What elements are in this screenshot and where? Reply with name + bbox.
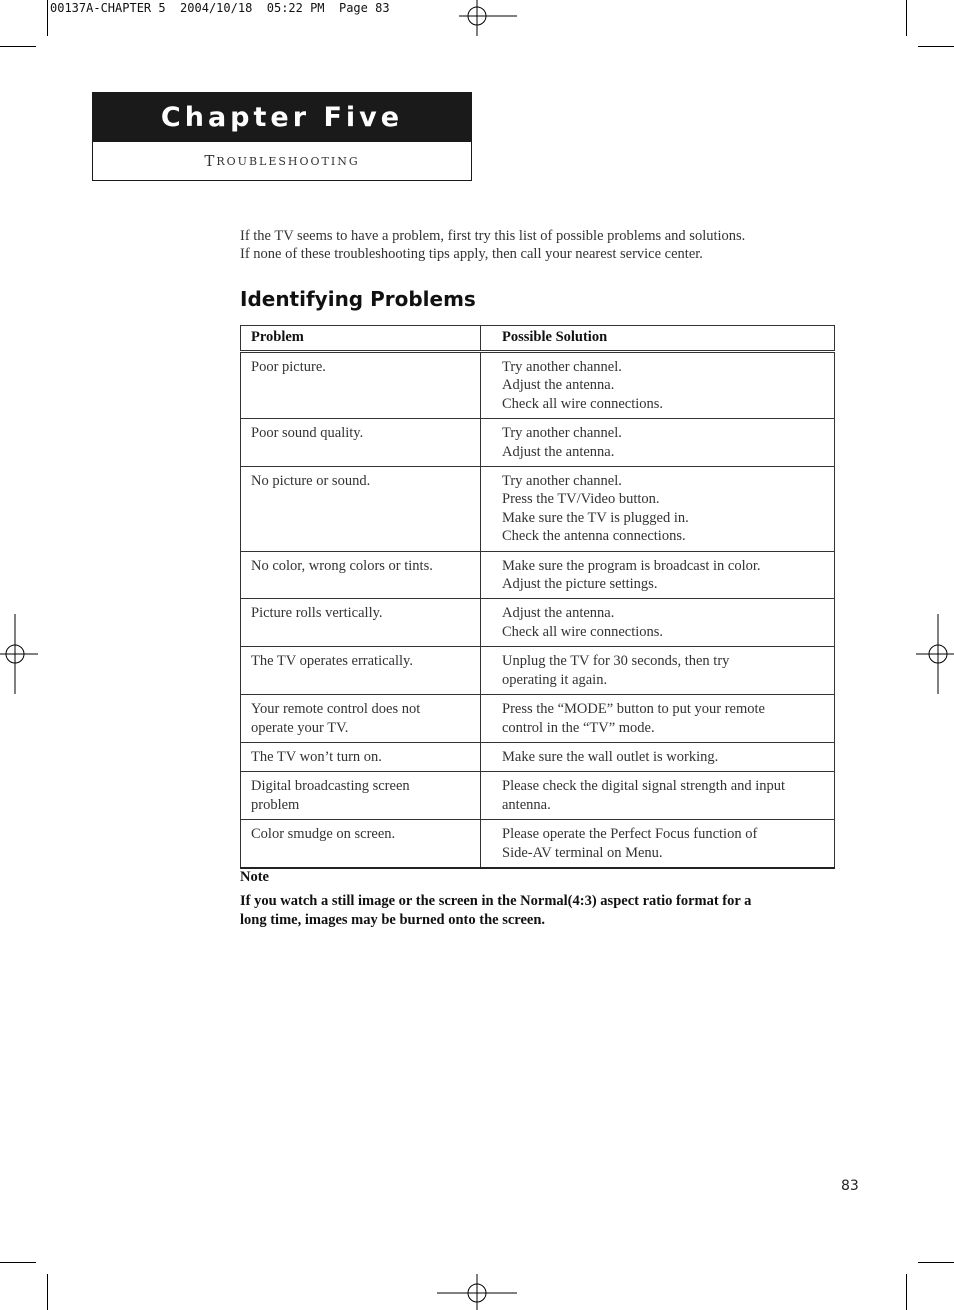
chapter-heading-box — [92, 92, 472, 181]
solution-text: Check all wire connections. — [502, 395, 664, 412]
solution-text: Press the TV/Video button. — [502, 491, 660, 508]
table-row — [241, 599, 835, 647]
problem-cell — [241, 742, 481, 771]
solution-cell — [481, 772, 835, 820]
problem-cell — [241, 419, 481, 467]
table-row — [241, 820, 835, 868]
registration-mark-right — [916, 614, 954, 694]
table-row — [241, 419, 835, 467]
problem-text: Color smudge on screen. — [251, 826, 396, 843]
solution-cell — [481, 695, 835, 743]
solution-text: Please check the digital signal strength and input — [502, 778, 786, 795]
problem-cell — [241, 772, 481, 820]
solution-cell — [481, 647, 835, 695]
problem-text: The TV operates erratically. — [251, 653, 413, 670]
problem-cell — [241, 467, 481, 552]
registration-mark-top — [459, 0, 517, 36]
solution-cell — [481, 742, 835, 771]
print-header: 00137A-CHAPTER 5 2004/10/18 05:22 PM Page 83 — [50, 1, 390, 15]
solution-cell — [481, 551, 835, 599]
solution-text: Make sure the program is broadcast in color. — [502, 557, 761, 574]
solution-text: Try another channel. — [502, 359, 622, 375]
solution-cell — [481, 467, 835, 552]
column-header-problem: Problem — [241, 326, 481, 352]
problem-text: Your remote control does not — [251, 701, 421, 718]
problem-text: problem — [251, 796, 300, 813]
problem-cell — [241, 352, 481, 419]
problem-cell — [241, 695, 481, 743]
section-title: Identifying Problems — [240, 287, 476, 311]
table-row — [241, 695, 835, 743]
problem-cell — [241, 820, 481, 868]
table-row — [241, 467, 835, 552]
problem-text: operate your TV. — [251, 719, 349, 736]
table-row — [241, 352, 835, 419]
problem-text: Picture rolls vertically. — [251, 605, 383, 622]
problem-text: The TV won’t turn on. — [251, 748, 382, 765]
table-row — [241, 742, 835, 771]
intro-line: If none of these troubleshooting tips apply, then call your nearest service center. — [240, 246, 703, 262]
solution-text: Adjust the antenna. — [502, 605, 615, 622]
solution-text: Check the antenna connections. — [502, 528, 686, 545]
solution-text: control in the “TV” mode. — [502, 719, 655, 736]
solution-text: Try another channel. — [502, 425, 622, 442]
note-line: long time, images may be burned onto the screen. — [240, 911, 546, 928]
chapter-subtitle-initial: T — [204, 152, 217, 170]
problem-text: Poor picture. — [251, 359, 326, 375]
solution-text: Unplug the TV for 30 seconds, then try — [502, 653, 730, 670]
problem-text: Poor sound quality. — [251, 425, 364, 442]
chapter-title: Chapter Five — [93, 93, 471, 142]
solution-text: Adjust the antenna. — [502, 443, 615, 460]
registration-mark-bottom — [437, 1272, 517, 1310]
solution-text: Check all wire connections. — [502, 623, 664, 640]
table-body — [241, 352, 835, 868]
page-number: 83 — [841, 1178, 859, 1194]
solution-text: Side-AV terminal on Menu. — [502, 844, 663, 861]
intro-line: If the TV seems to have a problem, first try this list of possible problems and solutions. — [240, 228, 746, 244]
note-text — [240, 892, 840, 929]
solution-text: Press the “MODE” button to put your remote — [502, 701, 765, 718]
solution-cell — [481, 599, 835, 647]
solution-text: Adjust the antenna. — [502, 377, 615, 394]
registration-mark-left — [0, 614, 38, 694]
table-row — [241, 772, 835, 820]
table-row — [241, 551, 835, 599]
solution-text: Please operate the Perfect Focus function of — [502, 826, 758, 843]
solution-text: Make sure the TV is plugged in. — [502, 509, 689, 526]
intro-paragraph — [240, 227, 840, 263]
note — [240, 869, 840, 929]
solution-cell — [481, 419, 835, 467]
table-header-row — [241, 326, 835, 352]
solution-text: operating it again. — [502, 671, 608, 688]
problem-cell — [241, 551, 481, 599]
solution-text: Make sure the wall outlet is working. — [502, 748, 719, 765]
table-row — [241, 647, 835, 695]
column-header-solution: Possible Solution — [481, 326, 835, 352]
problem-cell — [241, 599, 481, 647]
problem-text: Digital broadcasting screen — [251, 778, 410, 795]
problem-text: No color, wrong colors or tints. — [251, 557, 433, 574]
note-line: If you watch a still image or the screen in the Normal(4:3) aspect ratio format for a — [240, 893, 752, 909]
solution-text: Adjust the picture settings. — [502, 576, 658, 593]
solution-text: Try another channel. — [502, 473, 622, 490]
note-label: Note — [240, 869, 269, 885]
chapter-subtitle-rest: ROUBLESHOOTING — [216, 154, 360, 168]
troubleshooting-table — [240, 325, 835, 869]
solution-cell — [481, 820, 835, 868]
solution-text: antenna. — [502, 796, 551, 813]
problem-text: No picture or sound. — [251, 473, 371, 490]
problem-cell — [241, 647, 481, 695]
solution-cell — [481, 352, 835, 419]
chapter-subtitle — [93, 142, 471, 180]
